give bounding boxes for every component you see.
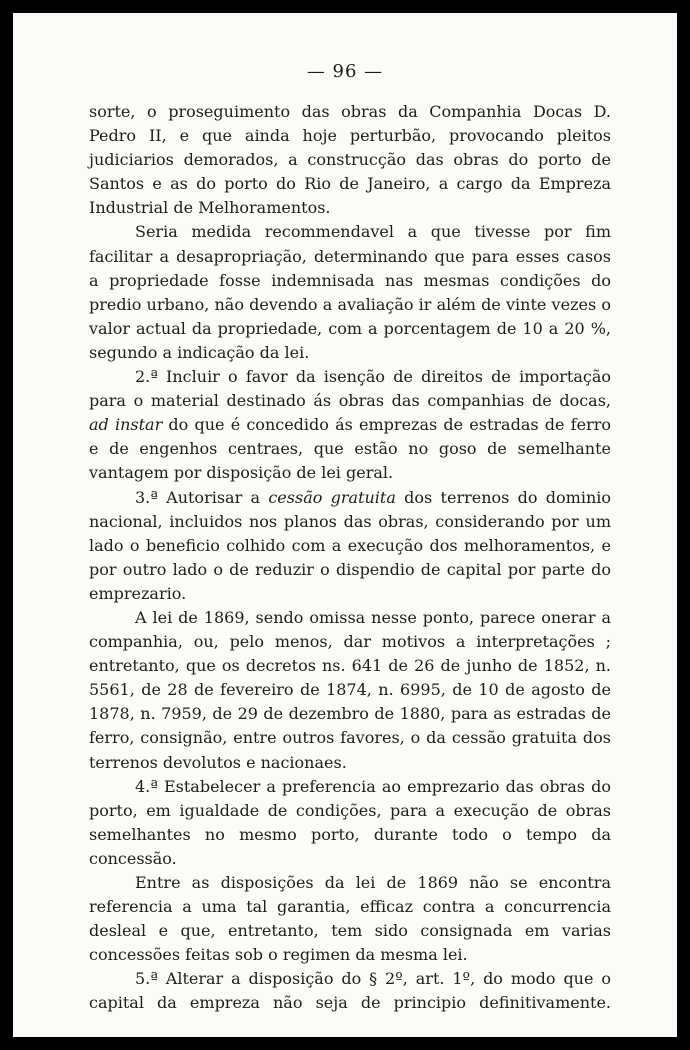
paragraph [89, 606, 611, 775]
paragraph [89, 967, 611, 1015]
text-segment: 3.ª Autorisar a [135, 487, 269, 507]
paragraph [89, 365, 611, 485]
paragraph [89, 486, 611, 606]
body-text [89, 100, 611, 1016]
text-segment: sorte, o proseguimento das obras da Companhia Docas D. Pedro II, e que ainda hoje perturbão, provocando pleitos judiciarios demorados, a construcção das obras do porto de Santos e as do porto do Rio de Janeiro, a cargo da Empreza Industrial de Melhoramentos. [89, 102, 611, 218]
text-segment: 5.ª Alterar a disposição do § 2º, art. 1º, do modo que o capital da empreza não seja de principio definitivamente. [89, 969, 611, 1013]
paragraph [89, 775, 611, 871]
paragraph [89, 100, 611, 220]
text-segment: dos terrenos do dominio nacional, incluidos nos planos das obras, considerando por um lado o beneficio colhido com a execução dos melhoramentos, e por outro lado o de reduzir o dispendio de capital por parte do emprezario. [89, 487, 612, 603]
italic-phrase: cessão gratuita [268, 487, 396, 507]
italic-phrase: ad instar [89, 415, 163, 435]
text-segment: A lei de 1869, sendo omissa nesse ponto, parece onerar a companhia, ou, pelo menos, dar motivos a interpretações ; entretanto, que os decretos ns. 641 de 26 de junho de 1852, n. 5561, de 28 de fevereiro de 1874, n. 6995, de 10 de agosto de 1878, n. 7959, de 29 de dezembro de 1880, para as estradas de ferro, consignão, entre outros favores, o da cessão gratuita dos terrenos devolutos e nacionaes. [89, 607, 611, 772]
page-number: — 96 — [306, 61, 384, 82]
text-segment: do que é concedido ás emprezas de estradas de ferro e de engenhos centraes, que estão no goso de semelhante vantagem por disposição de lei geral. [89, 415, 611, 483]
book-page [13, 13, 677, 1037]
text-segment: 4.ª Estabelecer a preferencia ao emprezario das obras do porto, em igualdade de condições, para a execução de obras semelhantes no mesmo porto, durante todo o tempo da concessão. [89, 776, 611, 868]
text-segment: 2.ª Incluir o favor da isenção de direitos de importação para o material destinado ás obras das companhias de docas, [89, 367, 611, 411]
text-segment: Seria medida recommendavel a que tivesse por fim facilitar a desapropriação, determinando que para esses casos a propriedade fosse indemnisada nas mesmas condições do predio urbano, não devendo a avaliação ir além de vinte vezes o valor actual da propriedade, com a porcentagem de 10 a 20 %, segundo a indicação da lei. [89, 222, 611, 362]
paragraph [89, 220, 611, 365]
paragraph [89, 871, 611, 967]
text-segment: Entre as disposições da lei de 1869 não se encontra referencia a uma tal garantia, efficaz contra a concurrencia desleal e que, entretanto, tem sido consignada em varias concessões feitas sob o regimen da mesma lei. [89, 873, 611, 965]
